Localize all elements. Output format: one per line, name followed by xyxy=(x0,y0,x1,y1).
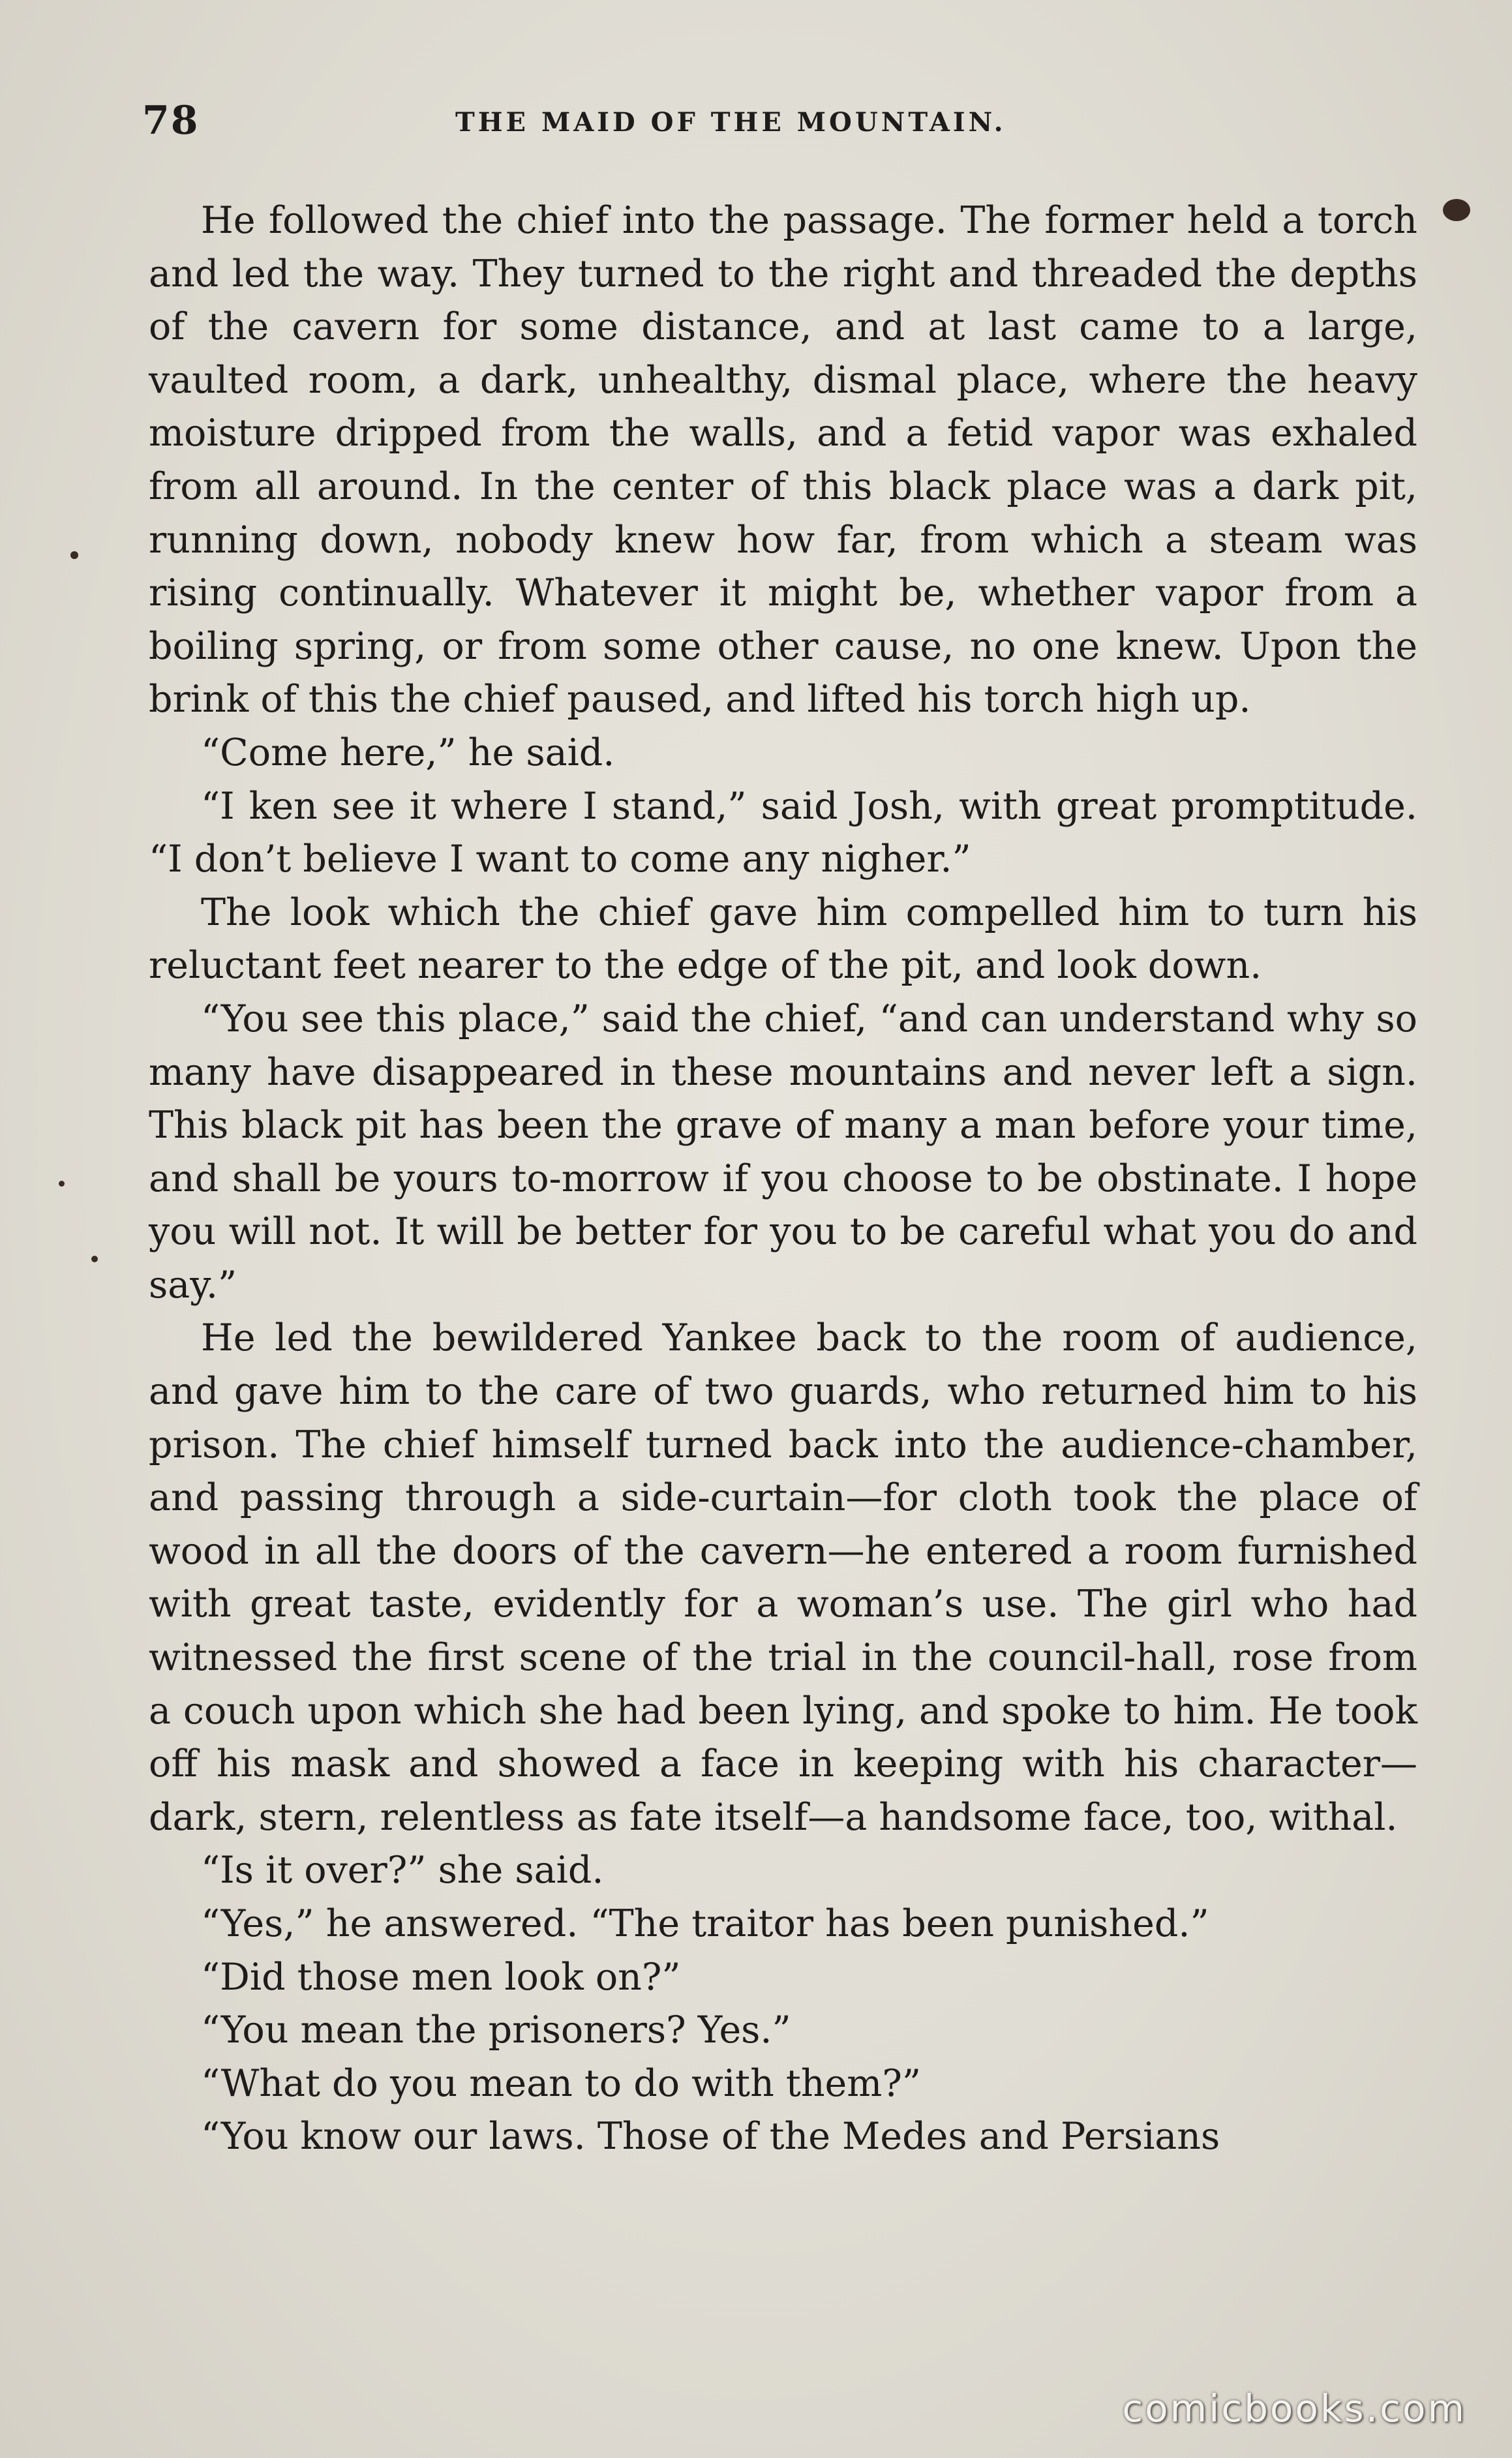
paragraph: “What do you mean to do with them?” xyxy=(201,2061,922,2105)
watermark: comicbooks.com xyxy=(1122,2386,1466,2431)
ink-speck xyxy=(59,1181,65,1187)
paragraph: “Come here,” he said. xyxy=(201,731,615,774)
paragraph: He led the bewildered Yankee back to the room of audience, and gave him to the care of two guards, who returned him to his prison. The chief himself turned back into the audience-chamber, and passing through a side-curtain—for cloth took the place of wood in all the doors of the cavern—he entered a room furnished with great taste, evidently for a woman’s use. The girl who had witnessed the first scene of the trial in the council-hall, rose from a couch upon which she had been lying, and spoke to him. He took off his mask and showed a face in keeping with his character—dark, stern, relentless as fate itself—a handsome face, too, withal. xyxy=(149,1316,1417,1839)
page-header xyxy=(142,98,1421,150)
page-number: 78 xyxy=(142,98,200,144)
ink-speck xyxy=(91,1256,98,1262)
text-body xyxy=(149,194,1417,2164)
paragraph: “Yes,” he answered. “The traitor has been punished.” xyxy=(201,1902,1209,1945)
ink-blot xyxy=(1443,199,1470,221)
ink-speck xyxy=(70,551,78,559)
paragraph: “You see this place,” said the chief, “and can understand why so many have disappeared in these mountains and never left a sign. This black pit has been the grave of many a man before your time, and shall be yours to-morrow if you choose to be obstinate. I hope you will not. It will be better for you to be careful what you do and say.” xyxy=(149,997,1417,1307)
paragraph: “Did those men look on?” xyxy=(201,1955,681,1999)
paragraph: “Is it over?” she said. xyxy=(201,1849,604,1892)
paragraph: “You know our laws. Those of the Medes and Persians xyxy=(201,2115,1220,2159)
running-title: THE MAID OF THE MOUNTAIN. xyxy=(455,107,1006,138)
paragraph: The look which the chief gave him compelled him to turn his reluctant feet nearer to the edge of the pit, and look down. xyxy=(149,890,1417,988)
paragraph: “I ken see it where I stand,” said Josh, with great promptitude. “I don’t believe I want to come any nigher.” xyxy=(149,784,1417,881)
paragraph: He followed the chief into the passage. The former held a torch and led the way. They turned to the right and threaded the depths of the cavern for some distance, and at last came to a large, vaulted room, a dark, unhealthy, dismal place, where the heavy moisture dripped from the walls, and a fetid vapor was exhaled from all around. In the center of this black place was a dark pit, running down, nobody knew how far, from which a steam was rising continually. Whatever it might be, whether vapor from a boiling spring, or from some other cause, no one knew. Upon the brink of this the chief paused, and lifted his torch high up. xyxy=(149,199,1417,721)
paragraph: “You mean the prisoners? Yes.” xyxy=(201,2009,791,2052)
